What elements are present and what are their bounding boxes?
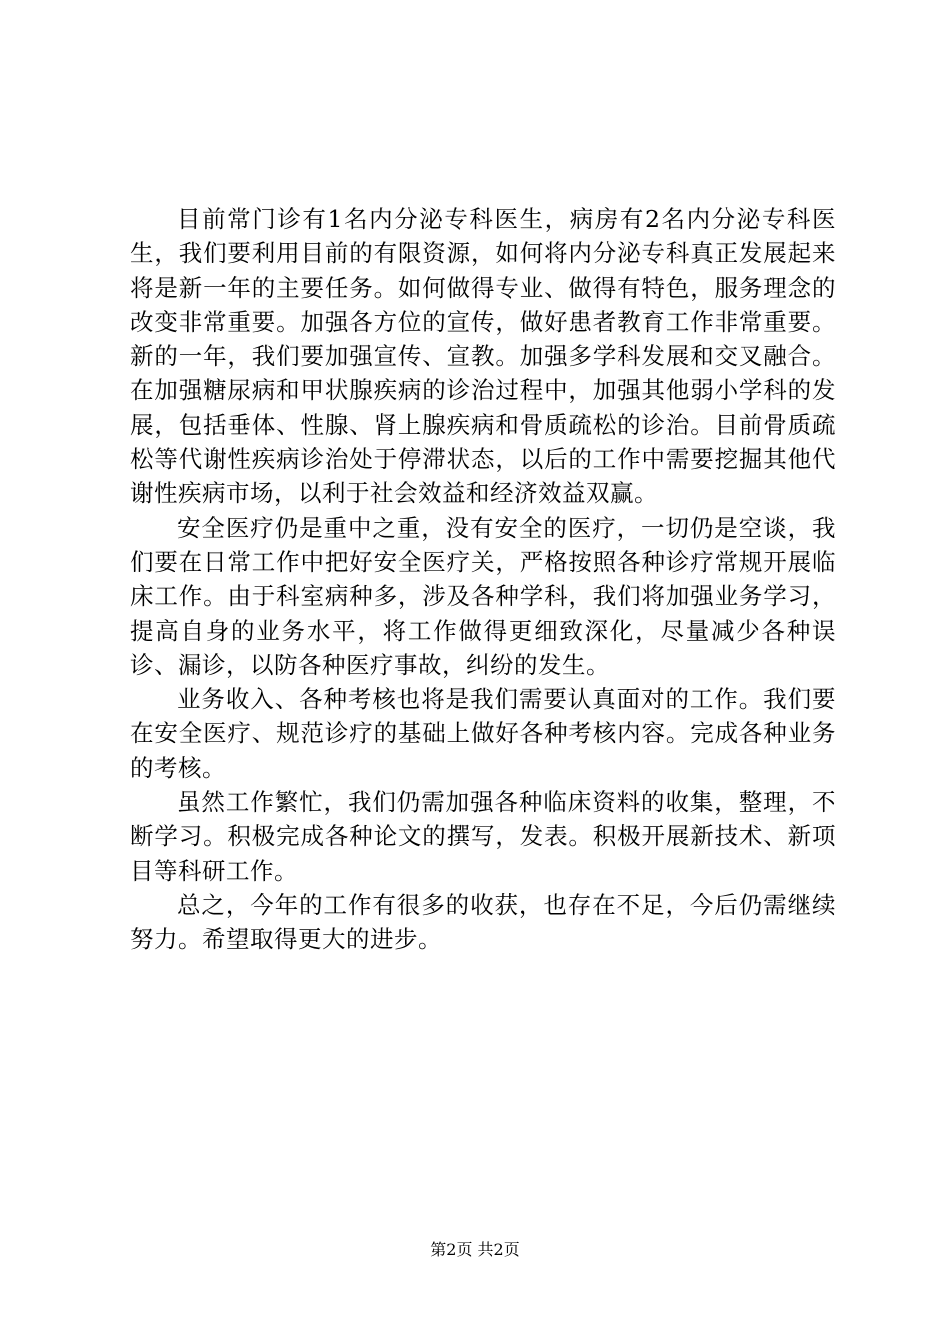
paragraph-4: 虽然工作繁忙，我们仍需加强各种临床资料的收集，整理，不断学习。积极完成各种论文的撰写，发表。积极开展新技术、新项目等科研工作。 [130,788,836,885]
paragraph-1: 目前常门诊有1名内分泌专科医生，病房有2名内分泌专科医生，我们要利用目前的有限资源，如何将内分泌专科真正发展起来将是新一年的主要任务。如何做得专业、做得有特色，服务理念的改变非常重要。加强各方位的宣传，做好患者教育工作非常重要。新的一年，我们要加强宣传、宣教。加强多学科发展和交叉融合。在加强糖尿病和甲状腺疾病的诊治过程中，加强其他弱小学科的发展，包括垂体、性腺、肾上腺疾病和骨质疏松的诊治。目前骨质疏松等代谢性疾病诊治处于停滞状态，以后的工作中需要挖掘其他代谢性疾病市场，以利于社会效益和经济效益双赢。 [130,205,836,508]
paragraph-3: 业务收入、各种考核也将是我们需要认真面对的工作。我们要在安全医疗、规范诊疗的基础上做好各种考核内容。完成各种业务的考核。 [130,685,836,782]
body-text [130,202,836,957]
page-number-footer: 第2页 共2页 [430,1240,520,1259]
paragraph-5: 总之，今年的工作有很多的收获，也存在不足，今后仍需继续努力。希望取得更大的进步。 [130,890,836,954]
paragraph-2: 安全医疗仍是重中之重，没有安全的医疗，一切仍是空谈，我们要在日常工作中把好安全医疗关，严格按照各种诊疗常规开展临床工作。由于科室病种多，涉及各种学科，我们将加强业务学习，提高自身的业务水平，将工作做得更细致深化，尽量减少各种误诊、漏诊，以防各种医疗事故，纠纷的发生。 [130,513,836,679]
